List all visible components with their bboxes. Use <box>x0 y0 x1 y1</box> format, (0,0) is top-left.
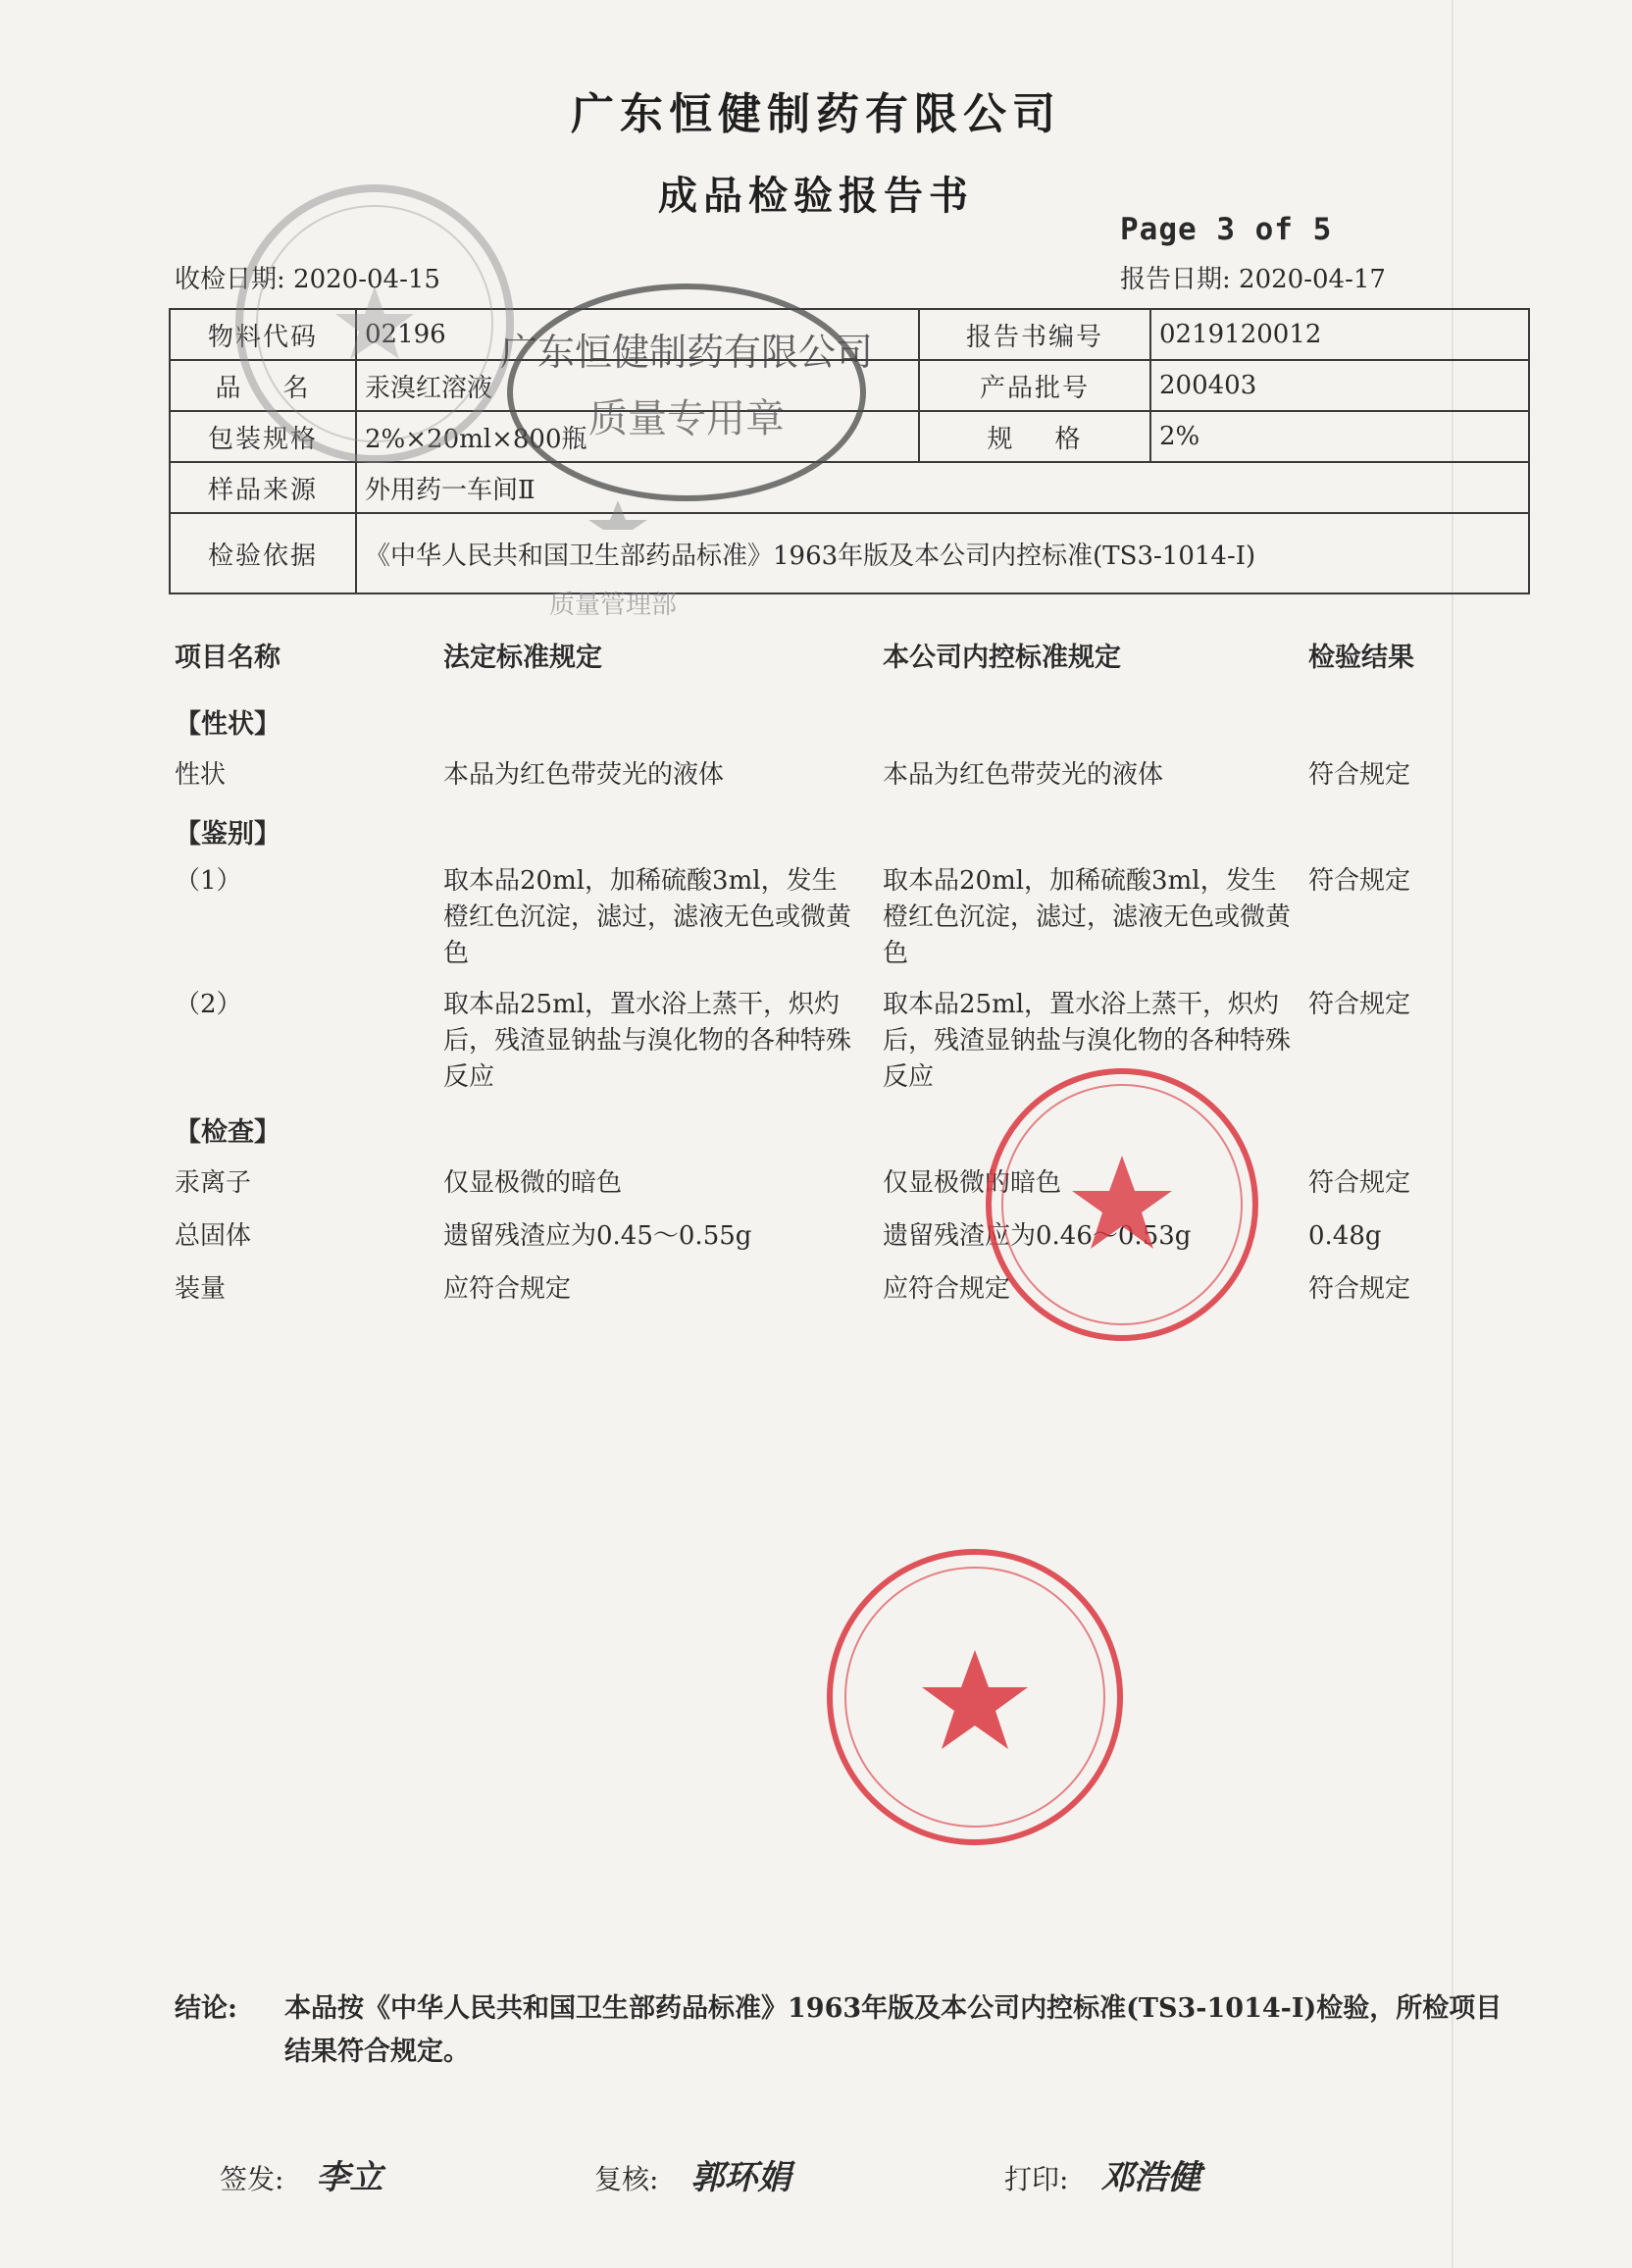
row-id1-internal: 取本品20ml，加稀硫酸3ml，发生橙红色沉淀，滤过，滤液无色或微黄色 <box>883 866 1292 968</box>
signature-issue <box>220 2150 382 2198</box>
row-id1-legal: 取本品20ml，加稀硫酸3ml，发生橙红色沉淀，滤过，滤液无色或微黄色 <box>443 866 852 968</box>
row-id2-name: （2） <box>175 990 242 1019</box>
report-date-value: 2020-04-17 <box>1239 265 1386 294</box>
document-title: 成品检验报告书 <box>658 173 974 219</box>
review-signature: 郭环娟 <box>690 2158 791 2197</box>
col-header-internal: 本公司内控标准规定 <box>883 643 1121 673</box>
col-header-result: 检验结果 <box>1308 643 1414 673</box>
row-id1-result: 符合规定 <box>1308 866 1411 896</box>
conclusion-text: 本品按《中华人民共和国卫生部药品标准》1963年版及本公司内控标准(TS3-1014-I)检验，所检项目结果符合规定。 <box>284 1993 1503 2067</box>
issue-signature: 李立 <box>316 2158 383 2197</box>
package-spec-label: 包装规格 <box>170 411 356 462</box>
spec-label: 规 格 <box>919 411 1150 462</box>
row-fill-name: 装量 <box>175 1274 227 1304</box>
product-name-value: 汞溴红溶液 <box>356 360 919 411</box>
quality-oval-stamp <box>500 275 873 530</box>
product-name-label: 品 名 <box>170 360 356 411</box>
red-stamp-lower <box>818 1540 1132 1854</box>
row-solids-name: 总固体 <box>175 1221 252 1251</box>
material-code-value: 02196 <box>356 309 919 360</box>
conclusion-label: 结论: <box>175 1993 237 2024</box>
gray-round-stamp <box>228 177 522 471</box>
report-date <box>1120 259 1386 295</box>
row-fill-result: 符合规定 <box>1308 1274 1411 1304</box>
row-character-legal: 本品为红色带荧光的液体 <box>443 760 725 790</box>
receive-date-value: 2020-04-15 <box>293 265 440 294</box>
row-character-internal: 本品为红色带荧光的液体 <box>883 760 1164 790</box>
sample-source-value: 外用药一车间Ⅱ <box>356 462 1529 513</box>
report-date-label: 报告日期: <box>1120 265 1231 294</box>
basis-value: 《中华人民共和国卫生部药品标准》1963年版及本公司内控标准(TS3-1014-I) <box>356 513 1529 593</box>
row-id1-name: （1） <box>175 866 242 896</box>
package-spec-value: 2%×20ml×800瓶 <box>356 411 919 462</box>
print-signature: 邓浩健 <box>1100 2158 1201 2197</box>
row-character-result: 符合规定 <box>1308 760 1411 790</box>
quality-stamp-text: 广东恒健制药有限公司 <box>500 331 873 374</box>
signature-review <box>594 2150 790 2198</box>
row-character-name: 性状 <box>175 760 227 790</box>
page-indicator: Page 3 of 5 <box>1120 212 1333 247</box>
row-id2-internal: 取本品25ml，置水浴上蒸干，炽灼后，残渣显钠盐与溴化物的各种特殊反应 <box>883 990 1292 1092</box>
signature-print <box>1004 2150 1200 2198</box>
section-check: 【检查】 <box>175 1117 280 1148</box>
report-no-label: 报告书编号 <box>919 309 1150 360</box>
review-label: 复核: <box>594 2163 659 2195</box>
row-fill-legal: 应符合规定 <box>443 1274 572 1304</box>
row-solids-result: 0.48g <box>1308 1221 1382 1251</box>
red-stamp-upper <box>975 1057 1269 1352</box>
sample-source-label: 样品来源 <box>170 462 356 513</box>
row-solids-legal: 遗留残渣应为0.45～0.55g <box>443 1221 752 1251</box>
print-label: 打印: <box>1004 2163 1069 2195</box>
row-fill-internal: 应符合规定 <box>883 1274 1011 1304</box>
row-mercury-name: 汞离子 <box>175 1168 252 1198</box>
receive-date-label: 收检日期: <box>175 265 285 294</box>
report-no-value: 0219120012 <box>1150 309 1529 360</box>
conclusion <box>175 1987 1508 2074</box>
col-header-legal: 法定标准规定 <box>443 643 602 673</box>
basis-label: 检验依据 <box>170 513 356 593</box>
section-identify: 【鉴别】 <box>175 819 280 850</box>
col-header-item: 项目名称 <box>175 643 280 673</box>
company-name: 广东恒健制药有限公司 <box>571 89 1061 139</box>
batch-no-value: 200403 <box>1150 360 1529 411</box>
spec-value: 2% <box>1150 411 1529 462</box>
row-id2-legal: 取本品25ml，置水浴上蒸干，炽灼后，残渣显钠盐与溴化物的各种特殊反应 <box>443 990 852 1092</box>
row-id2-result: 符合规定 <box>1308 990 1411 1019</box>
material-code-label: 物料代码 <box>170 309 356 360</box>
row-mercury-legal: 仅显极微的暗色 <box>443 1168 623 1198</box>
dept-stamp-text: 质量管理部 <box>549 591 678 620</box>
row-mercury-internal: 仅显极微的暗色 <box>883 1168 1062 1198</box>
quality-stamp-subtext: 质量专用章 <box>588 396 785 441</box>
row-mercury-result: 符合规定 <box>1308 1168 1411 1198</box>
row-solids-internal: 遗留残渣应为0.46～0.53g <box>883 1221 1192 1251</box>
issue-label: 签发: <box>220 2163 284 2195</box>
batch-no-label: 产品批号 <box>919 360 1150 411</box>
section-character: 【性状】 <box>175 709 280 740</box>
